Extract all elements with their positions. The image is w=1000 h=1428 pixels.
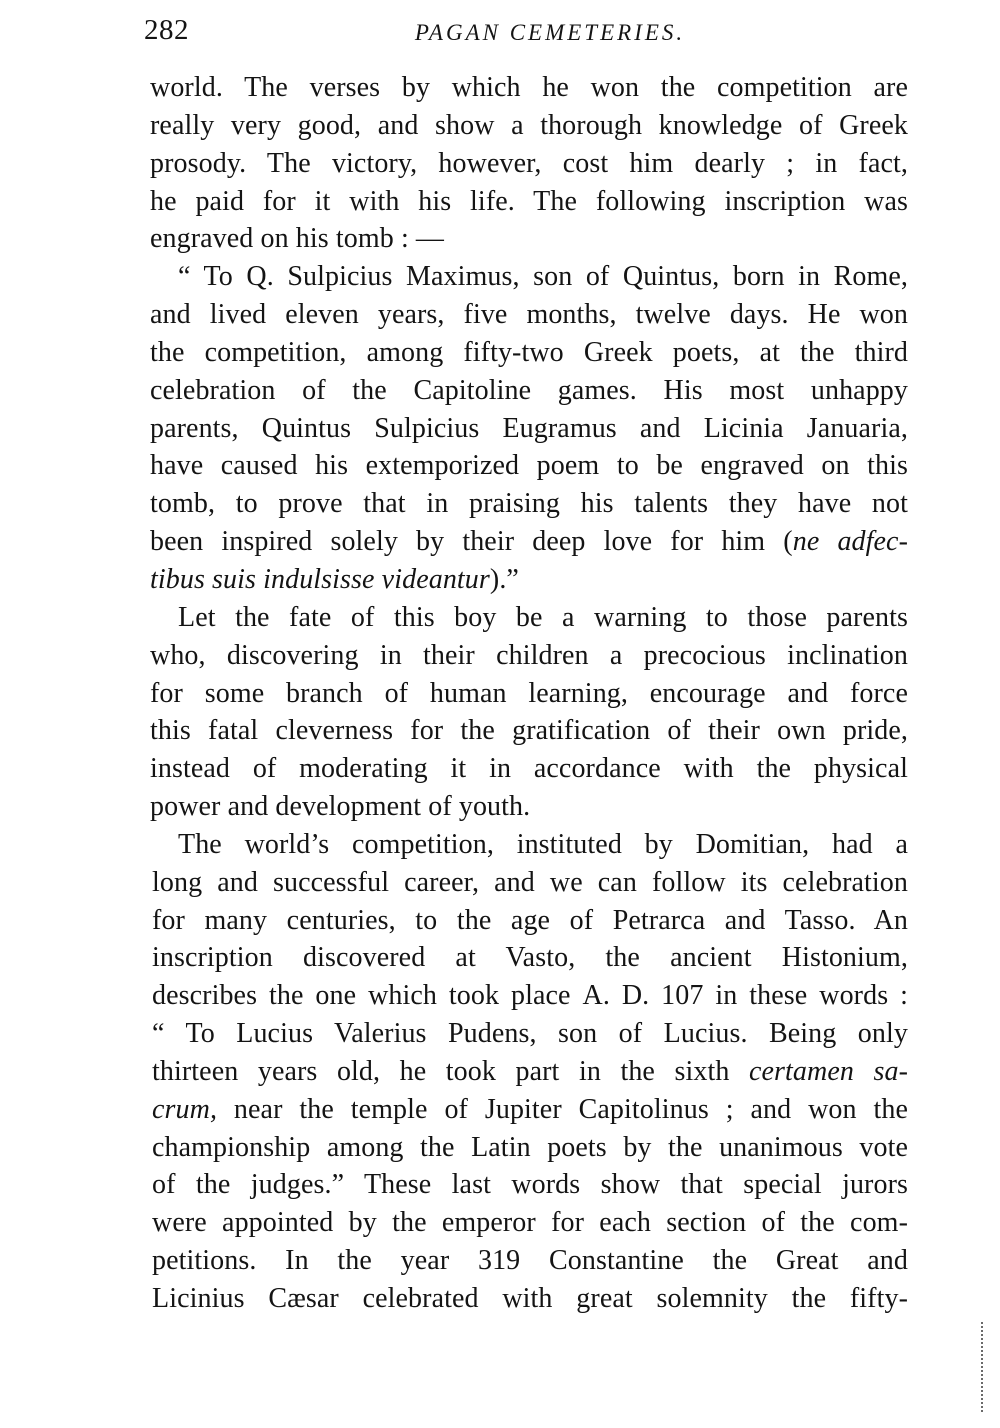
text-line: parents, Quintus Sulpicius Eugramus and Licinia Januaria, bbox=[150, 412, 908, 444]
text-line: for some branch of human learning, encourage and force bbox=[150, 677, 908, 709]
latin-phrase: crum, bbox=[152, 1093, 218, 1125]
text-line: for many centuries, to the age of Petrarca and Tasso. An bbox=[152, 904, 908, 936]
text-line: celebration of the Capitoline games. His most unhappy bbox=[150, 374, 908, 406]
text-line: Let the fate of this boy be a warning to those parents bbox=[178, 601, 908, 633]
text-line: long and successful career, and we can follow its celebration bbox=[152, 866, 908, 898]
text-line: the competition, among fifty-two Greek poets, at the third bbox=[150, 336, 908, 368]
text-line: “ To Q. Sulpicius Maximus, son of Quintus, born in Rome, bbox=[178, 261, 908, 293]
latin-phrase: ne adfec- bbox=[792, 526, 909, 558]
text-line: have caused his extemporized poem to be engraved on this bbox=[150, 450, 908, 482]
text-line: championship among the Latin poets by the unanimous vote bbox=[152, 1131, 908, 1163]
text-run: near the temple of Jupiter Capitolinus ; and won the bbox=[217, 1093, 908, 1125]
text-line: he paid for it with his life. The following inscription was bbox=[150, 185, 908, 217]
text-line: instead of moderating it in accordance with the physical bbox=[150, 753, 908, 785]
text-line: were appointed by the emperor for each section of the com- bbox=[152, 1207, 908, 1239]
text-run: describes the one which took place bbox=[152, 980, 583, 1012]
text-line: and lived eleven years, five months, twelve days. He won bbox=[150, 299, 908, 331]
text-line: Licinius Cæsar celebrated with great solemnity the fifty- bbox=[152, 1283, 908, 1314]
era-abbreviation: A. D. bbox=[582, 980, 650, 1012]
latin-phrase: tibus suis indulsisse videantur bbox=[150, 563, 490, 595]
text-line bbox=[150, 977, 908, 1015]
text-line: really very good, and show a thorough knowledge of Greek bbox=[150, 109, 908, 141]
running-head bbox=[144, 14, 910, 54]
text-run: been inspired solely by their deep love for him ( bbox=[150, 526, 793, 558]
latin-phrase: certamen sa- bbox=[748, 1055, 908, 1087]
text-run: 107 in these words : bbox=[649, 980, 908, 1012]
text-line: petitions. In the year 319 Constantine the Great and bbox=[152, 1245, 908, 1277]
text-line: engraved on his tomb : — bbox=[150, 223, 445, 255]
text-run: ).” bbox=[489, 563, 519, 595]
text-line: world. The verses by which he won the competition are bbox=[150, 72, 908, 103]
text-line: inscription discovered at Vasto, the ancient Histonium, bbox=[152, 942, 908, 974]
text-line bbox=[150, 1091, 908, 1129]
text-line: who, discovering in their children a precocious inclination bbox=[150, 639, 908, 671]
running-title: PAGAN CEMETERIES. bbox=[414, 20, 686, 45]
page-number: 282 bbox=[144, 14, 189, 46]
text-line: of the judges.” These last words show that special jurors bbox=[152, 1169, 908, 1201]
text-line: prosody. The victory, however, cost him dearly ; in fact, bbox=[150, 147, 908, 179]
text-line: tomb, to prove that in praising his talents they have not bbox=[150, 488, 908, 520]
text-line: this fatal cleverness for the gratification of their own pride, bbox=[150, 715, 908, 747]
text-line: power and development of youth. bbox=[150, 791, 531, 823]
text-line bbox=[150, 1053, 908, 1091]
text-line: The world’s competition, instituted by Domitian, had a bbox=[178, 828, 908, 860]
text-line bbox=[150, 523, 908, 561]
page-edge-mark bbox=[981, 1322, 989, 1412]
text-line: “ To Lucius Valerius Pudens, son of Lucius. Being only bbox=[152, 1018, 908, 1050]
body-text bbox=[150, 69, 908, 1318]
text-line bbox=[150, 561, 908, 599]
text-run: thirteen years old, he took part in the sixth bbox=[152, 1055, 749, 1087]
